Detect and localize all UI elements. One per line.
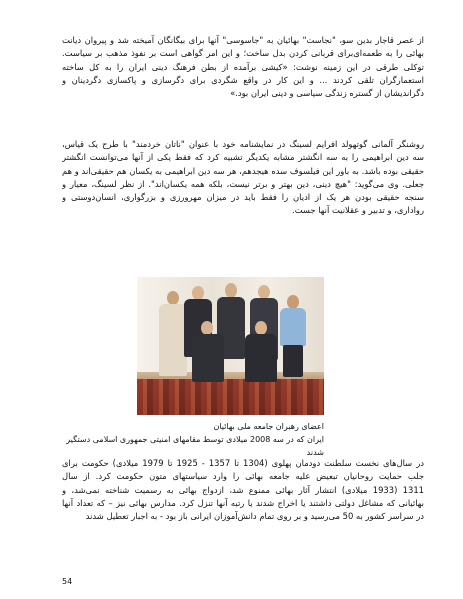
person-head [167, 291, 179, 305]
person-head [192, 286, 204, 300]
paragraph-pahlavi-era [62, 457, 424, 523]
text-line: در سراسر کشور به 50 می‌رسید و بر روی تمام دانش‌آموزان ایرانی باز بود - به اجبار تعطیل شدند [85, 511, 424, 522]
person-body [245, 334, 277, 382]
text-line: دگراندیشان از گستره زندگی سیاسی و دینی ایران بود.» [230, 88, 424, 99]
person-head [201, 321, 213, 335]
person-legs [283, 345, 303, 377]
text-line: سنجه حقیقی بودن هر یک از ادیان را فقط باید در میزان مهرورزی و بزرگواری، انسان‌دوستی و [62, 192, 424, 203]
person-head [255, 321, 267, 335]
person-body [192, 334, 224, 382]
person-head [225, 283, 237, 298]
text-line: سه دین ابراهیمی را به سه انگشتر مشابه یکدیگر تشبیه کرد که فقط یکی از آنها می‌توانست انگشتر [62, 152, 424, 163]
paragraph-lessing [62, 138, 424, 218]
text-line: از عصر قاجار بدین سو، "نجاست" بهائیان به "جاسوسی" آنها برای بیگانگان آمیخته شد و پیروان دیانت [62, 35, 424, 45]
text-line: در سال‌های نخست سلطنت دودمان پهلوی (1304 تا 1357 - 1925 تا 1979 میلادی) حکومت برای [62, 458, 424, 468]
text-line: جعلی. وی می‌گوید: "هیچ دینی، دین بهتر و برتر نیست، بلکه همه یکسان‌اند". از نظر لسینگ، معیار و [62, 178, 424, 189]
group-photo [137, 277, 324, 415]
text-line: رواداری، و تدبیر و عقلانیت آنها جست. [292, 205, 424, 216]
text-line: حقیقی بوده باشد. به باور این فیلسوف سده هیجدهم، هر سه دین ابراهیمی به یکسان هم حقیقی‌اند و هم [62, 165, 424, 176]
paragraph-qajar-era [62, 34, 424, 100]
photo-caption [64, 420, 324, 459]
page-number: 54 [62, 577, 73, 586]
caption-line: ایران که در سه 2008 میلادی توسط مقامهای امنیتی جمهوری اسلامی دستگیر شدند [66, 435, 324, 457]
person-head [287, 295, 299, 309]
photo-carpet [137, 379, 324, 415]
text-line: 1311 (1933 میلادی) انتشار آثار بهائی ممنوع شد، ازدواج بهائی به رسمیت شناخته نمی‌شد، و [62, 484, 424, 495]
person-body [159, 304, 187, 376]
text-line: توکلی طرقی در این زمینه نوشت: «کیشی برآمده از بطن فرهنگ دینی ایران را به کل ساخته [62, 61, 424, 72]
person-body [280, 308, 306, 346]
text-line: جلب حمایت روحانیان تبعیض علیه جامعه بهائی را وارد سیاستهای متون حکومت کرد. از سال [62, 471, 424, 482]
text-line: روشنگر آلمانی گوتهولد افرایم لسینگ در نمایشنامه خود با عنوان "ناتان خردمند" با طرح یک قیاس، [62, 139, 424, 149]
text-line: بهائیانی که مشاغل دولتی داشتند یا اخراج شدند یا رتبه آنها تنزل کرد. مدارس بهائی نیز – که تعداد آنها [62, 497, 424, 508]
person-head [258, 285, 270, 299]
text-line: استعمارگران تلقی کردند ... و این کار در واقع شگردی برای دگرسازی و پاکسازی دگردینان و [62, 74, 424, 85]
text-line: بهائی را به طعمه‌ای‌برای قربانی کردن بدل ساخت؛ و این امر گواهی است بر نفوذ مذهب بر سیاست. [62, 48, 424, 59]
caption-line: اعضای رهبران جامعه ملی بهائیان [213, 422, 324, 431]
